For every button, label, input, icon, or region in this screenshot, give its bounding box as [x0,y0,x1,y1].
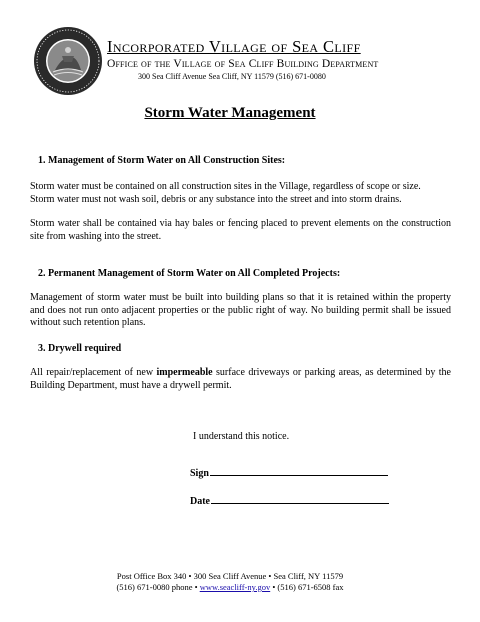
section-1-paragraph-1-line-2: Storm water must not wash soil, debris or any substance into the street and into storm drains. [30,194,402,205]
document-title: Storm Water Management [144,105,316,121]
section-3-text-start: All repair/replacement of new [30,367,157,378]
footer-phone: (516) 671-0080 phone • [116,582,200,592]
signature-row [190,466,388,480]
date-label: Date [190,496,210,507]
section-3-paragraph [30,367,451,392]
section-3-heading: 3. Drywell required [38,343,122,354]
section-1-paragraph-1-line-1: Storm water must be contained on all construction sites in the Village, regardless of scope or size. [30,181,421,192]
sign-label: Sign [190,468,209,479]
village-seal [33,26,103,96]
village-name: Incorporated Village of Sea Cliff [107,37,361,56]
footer-contact [0,582,460,592]
section-2-paragraph: Management of storm water must be built into building plans so that it is retained within the property and does not run onto adjacent properties or the public right of way. No building permit shall be issued without such retention plans. [30,292,451,328]
footer-fax: • (516) 671-6508 fax [270,582,344,592]
date-line[interactable] [211,494,389,504]
header-address: 300 Sea Cliff Avenue Sea Cliff, NY 11579 (516) 671-0080 [138,72,326,81]
impermeable-emphasis: impermeable [156,367,213,378]
section-2-heading: 2. Permanent Management of Storm Water on All Completed Projects: [38,268,341,279]
website-link[interactable]: www.seacliff-ny.gov [199,582,271,592]
acknowledgement-text: I understand this notice. [193,431,290,442]
department-name: Office of the Village of Sea Cliff Building Department [107,58,379,70]
section-1-heading: 1. Management of Storm Water on All Construction Sites: [38,155,286,166]
footer-address: Post Office Box 340 • 300 Sea Cliff Avenue • Sea Cliff, NY 11579 [116,571,344,581]
signature-line[interactable] [210,466,388,476]
section-3-text-end: surface driveways or parking areas, as determined by the Building Department, must have a drywell permit. [30,367,451,391]
section-1-paragraph-2: Storm water shall be contained via hay bales or fencing placed to prevent elements on the construction site from washing into the street. [30,218,451,242]
date-row [190,494,389,508]
